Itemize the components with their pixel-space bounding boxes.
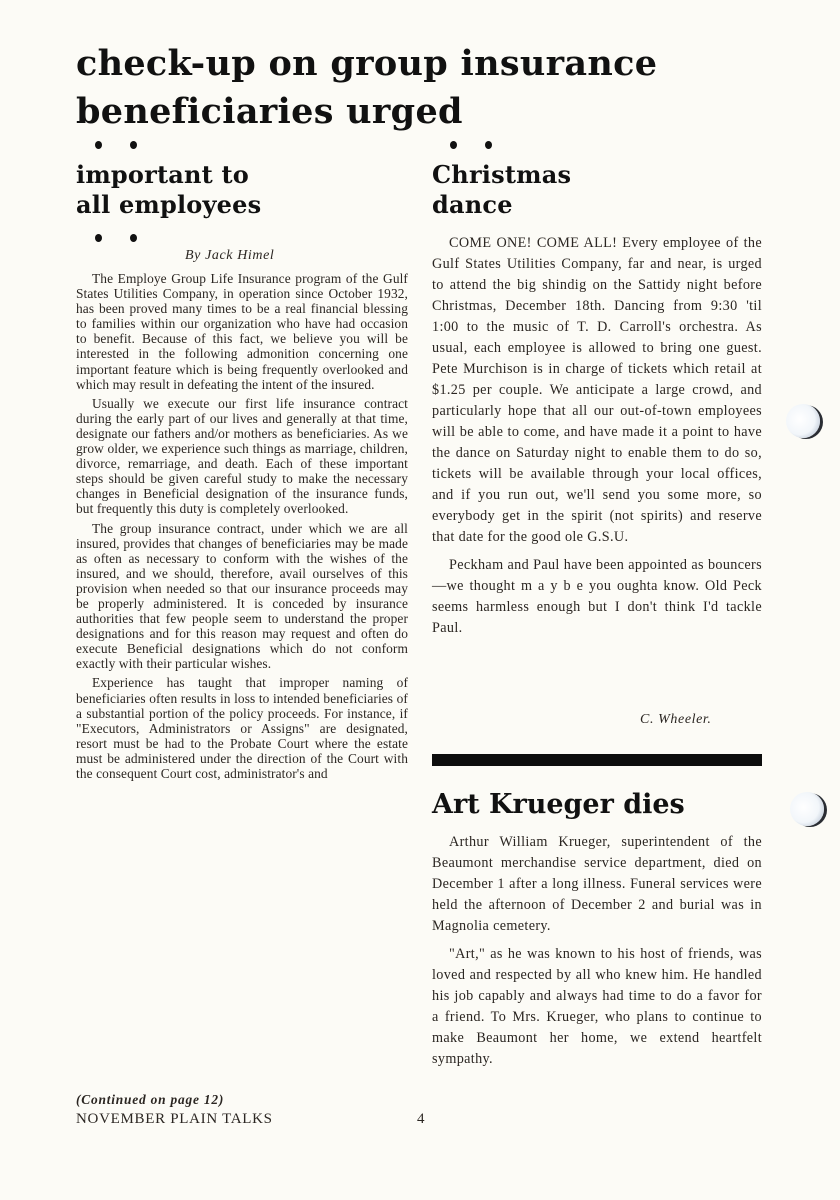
bullet-dot-icon (130, 234, 137, 242)
section-divider-bar (432, 754, 762, 766)
paragraph: The Employe Group Life Insurance program of the Gulf States Utilities Company, in operation since October 1932, has been proved many times to be a real financial blessing to families within our organization who have had occasion to benefit. Because of this fact, we believe you will be interested in the following admonition concerning one important feature which is being frequently overlooked and which may result in defeating the intent of the insured. (76, 271, 408, 392)
paragraph: The group insurance contract, under which we are all insured, provides that changes of beneficiaries may be made as often as necessary to conform with the wishes of the insured, and we should, therefore, avail ourselves of this provision when needed so that our insurance proceeds may be properly administered. It is conceded by insurance authorities that few people seem to understand the proper designations and for this reason may request and often do execute Beneficial designations which do not conform exactly with their particular wishes. (76, 520, 408, 672)
byline: By Jack Himel (185, 248, 275, 263)
paragraph: COME ONE! COME ALL! Every employee of the Gulf States Utilities Company, far and near, is urged to attend the big shindig on the Sattidy night before Christmas, December 18th. Dancing from 9:30 'til 1:00 to the music of T. D. Carroll's orchestra. As usual, each employee is allowed to bring one guest. Pete Murchison is in charge of tickets which retail at $1.25 per couple. We anticipate a large crowd, and particularly hope that all our out-of-town employees will be able to come, and have made it a point to have the dance on Saturday night to enable them to do so, tickets will be available through your local offices, and if you run out, we'll send you some more, so everybody get in the spirit (not spirits) and reserve that date for the good ole G.S.U. (432, 235, 762, 545)
bullet-dot-icon (450, 141, 457, 149)
binder-hole-icon (790, 792, 824, 826)
subhead-line-1: important to (76, 160, 249, 189)
signature: C. Wheeler. (640, 712, 712, 727)
paragraph: Usually we execute our first life insurance contract during the early part of our lives and generally at that time, designate our fathers and/or mothers as beneficiaries. As we grow older, we experience such things as marriage, children, divorce, remarriage, and death. Each of these important steps should be given careful study to make the necessary changes in Beneficial designation of the insurance funds, but frequently this duty is completely overlooked. (76, 395, 408, 517)
christmas-article-body (432, 233, 762, 646)
page-number: 4 (417, 1111, 425, 1127)
headline-line-2: beneficiaries urged (76, 91, 463, 132)
left-article-subhead (76, 160, 261, 220)
krueger-article-body (432, 832, 762, 1077)
paragraph: "Art," as he was known to his host of friends, was loved and respected by all who knew him. He handled his job capably and always had time to do a favor for a friend. To Mrs. Krueger, who plans to continue to make Beaumont her home, we extend heartfelt sympathy. (432, 946, 762, 1067)
subhead-line-2: dance (432, 190, 513, 219)
bullet-dot-icon (95, 234, 102, 242)
left-article-body (76, 271, 408, 785)
paragraph: Peckham and Paul have been appointed as bouncers—we thought m a y b e you oughta know. Old Peck seems harmless enough but I don't think I'd tackle Paul. (432, 557, 762, 636)
christmas-article-subhead (432, 160, 571, 220)
publication-footer: NOVEMBER PLAIN TALKS (76, 1111, 273, 1127)
bullet-dot-icon (130, 141, 137, 149)
paragraph: Arthur William Krueger, superintendent of the Beaumont merchandise service department, died on December 1 after a long illness. Funeral services were held the afternoon of December 2 and burial was in Magnolia cemetery. (432, 834, 762, 934)
binder-hole-icon (786, 404, 820, 438)
paragraph: Experience has taught that improper naming of beneficiaries often results in loss to intended beneficiaries of a substantial portion of the policy proceeds. For instance, if "Executors, Administrators or Assigns" are designated, resort must be had to the Probate Court where the estate must be administered under the direction of the Court with the consequent Court cost, administrator's and (76, 675, 408, 781)
continued-on-link[interactable]: (Continued on page 12) (76, 1092, 225, 1107)
subhead-line-2: all employees (76, 190, 262, 219)
bullet-dot-icon (485, 141, 492, 149)
subhead-line-1: Christmas (432, 160, 572, 189)
page-headline (76, 40, 716, 136)
bullet-dot-icon (95, 141, 102, 149)
krueger-article-title: Art Krueger dies (432, 789, 685, 820)
headline-line-1: check-up on group insurance (76, 43, 658, 84)
